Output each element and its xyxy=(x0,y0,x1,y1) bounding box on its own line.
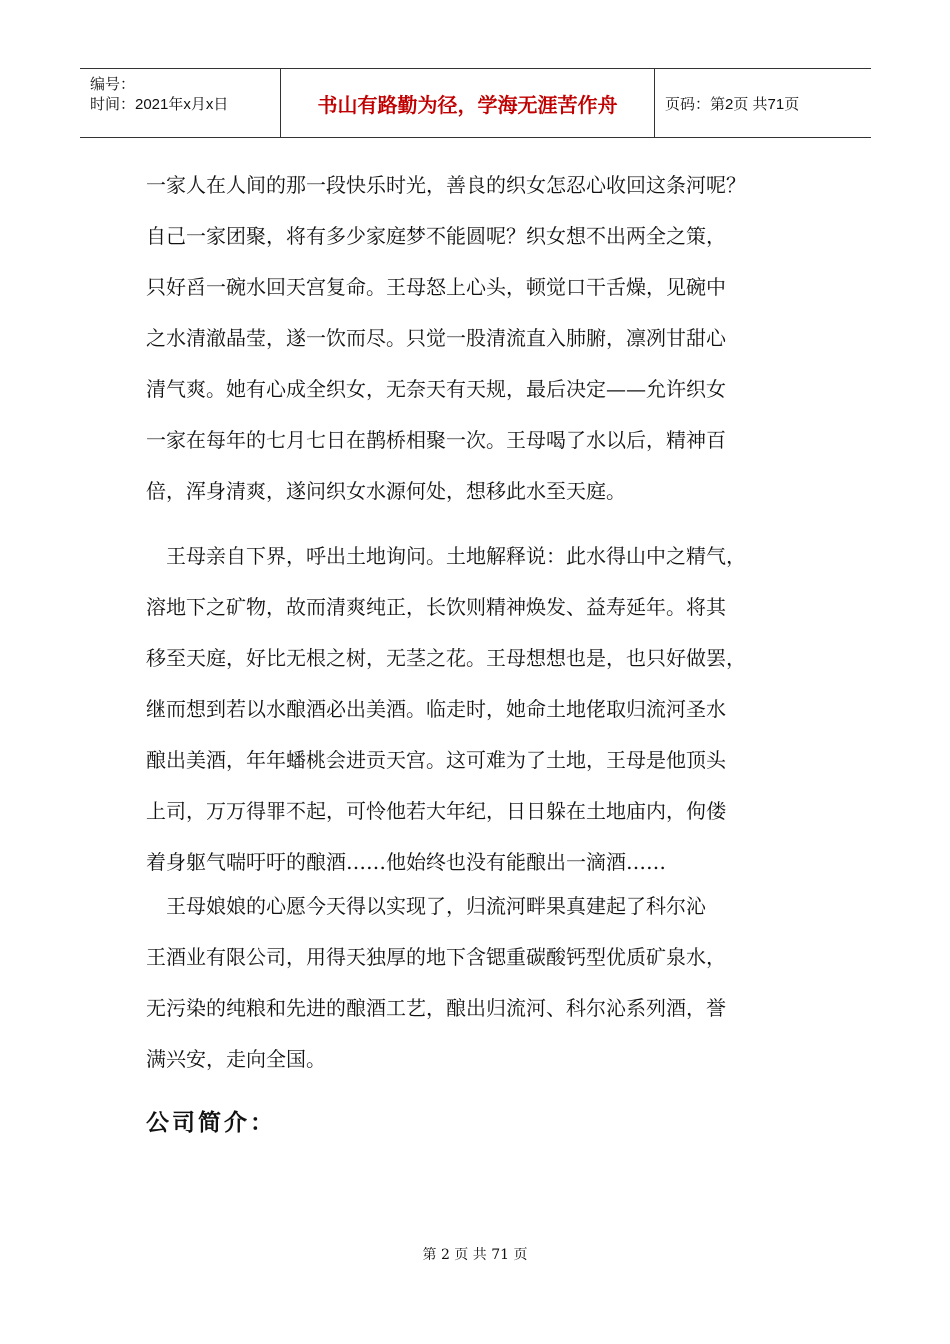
document-date: 时间：2021年x月x日 xyxy=(90,96,229,113)
text-line: 无污染的纯粮和先进的酿酒工艺，酿出归流河、科尔沁系列酒，誉 xyxy=(146,996,726,1020)
text-line: 王母娘娘的心愿今天得以实现了，归流河畔果真建起了科尔沁 xyxy=(146,894,706,918)
text-line: 溶地下之矿物，故而清爽纯正，长饮则精神焕发、益寿延年。将其 xyxy=(146,595,726,619)
text-line: 一家人在人间的那一段快乐时光，善良的织女怎忍心收回这条河呢？ xyxy=(146,173,746,197)
text-line: 满兴安，走向全国。 xyxy=(146,1047,326,1071)
text-line: 倍，浑身清爽，遂问织女水源何处，想移此水至天庭。 xyxy=(146,479,626,503)
text-line: 王母亲自下界，呼出土地询问。土地解释说：此水得山中之精气， xyxy=(146,544,746,568)
section-heading: 公司简介： xyxy=(146,1110,276,1136)
text-line: 继而想到若以水酿酒必出美酒。临走时，她命土地佬取归流河圣水 xyxy=(146,697,726,721)
text-line: 移至天庭，好比无根之树，无茎之花。王母想想也是，也只好做罢， xyxy=(146,646,746,670)
text-line: 王酒业有限公司，用得天独厚的地下含锶重碳酸钙型优质矿泉水， xyxy=(146,945,726,969)
paragraph-2 xyxy=(146,531,826,888)
header-page-info: 页码：第2页 共71页 xyxy=(665,95,800,113)
paragraph-3 xyxy=(146,881,826,1085)
text-line: 上司，万万得罪不起，可怜他若大年纪，日日躲在土地庙内，佝偻 xyxy=(146,799,726,823)
header-motto: 书山有路勤为径，学海无涯苦作舟 xyxy=(281,69,655,137)
text-line: 清气爽。她有心成全织女，无奈天有天规，最后决定——允许织女 xyxy=(146,377,726,401)
paragraph-1 xyxy=(146,160,826,517)
header-meta xyxy=(80,69,281,137)
text-line: 酿出美酒，年年蟠桃会进贡天宫。这可难为了土地，王母是他顶头 xyxy=(146,748,726,772)
page-header xyxy=(80,68,871,138)
text-line: 之水清澈晶莹，遂一饮而尽。只觉一股清流直入肺腑，凛冽甘甜心 xyxy=(146,326,726,350)
text-line: 只好舀一碗水回天宫复命。王母怒上心头，顿觉口干舌燥，见碗中 xyxy=(146,275,726,299)
text-line: 自己一家团聚，将有多少家庭梦不能圆呢？织女想不出两全之策， xyxy=(146,224,726,248)
text-line: 一家在每年的七月七日在鹊桥相聚一次。王母喝了水以后，精神百 xyxy=(146,428,726,452)
text-line: 着身躯气喘吁吁的酿酒……他始终也没有能酿出一滴酒…… xyxy=(146,850,666,874)
document-number-label: 编号： xyxy=(90,76,136,93)
page-footer: 第 2 页 共 71 页 xyxy=(422,1247,528,1263)
